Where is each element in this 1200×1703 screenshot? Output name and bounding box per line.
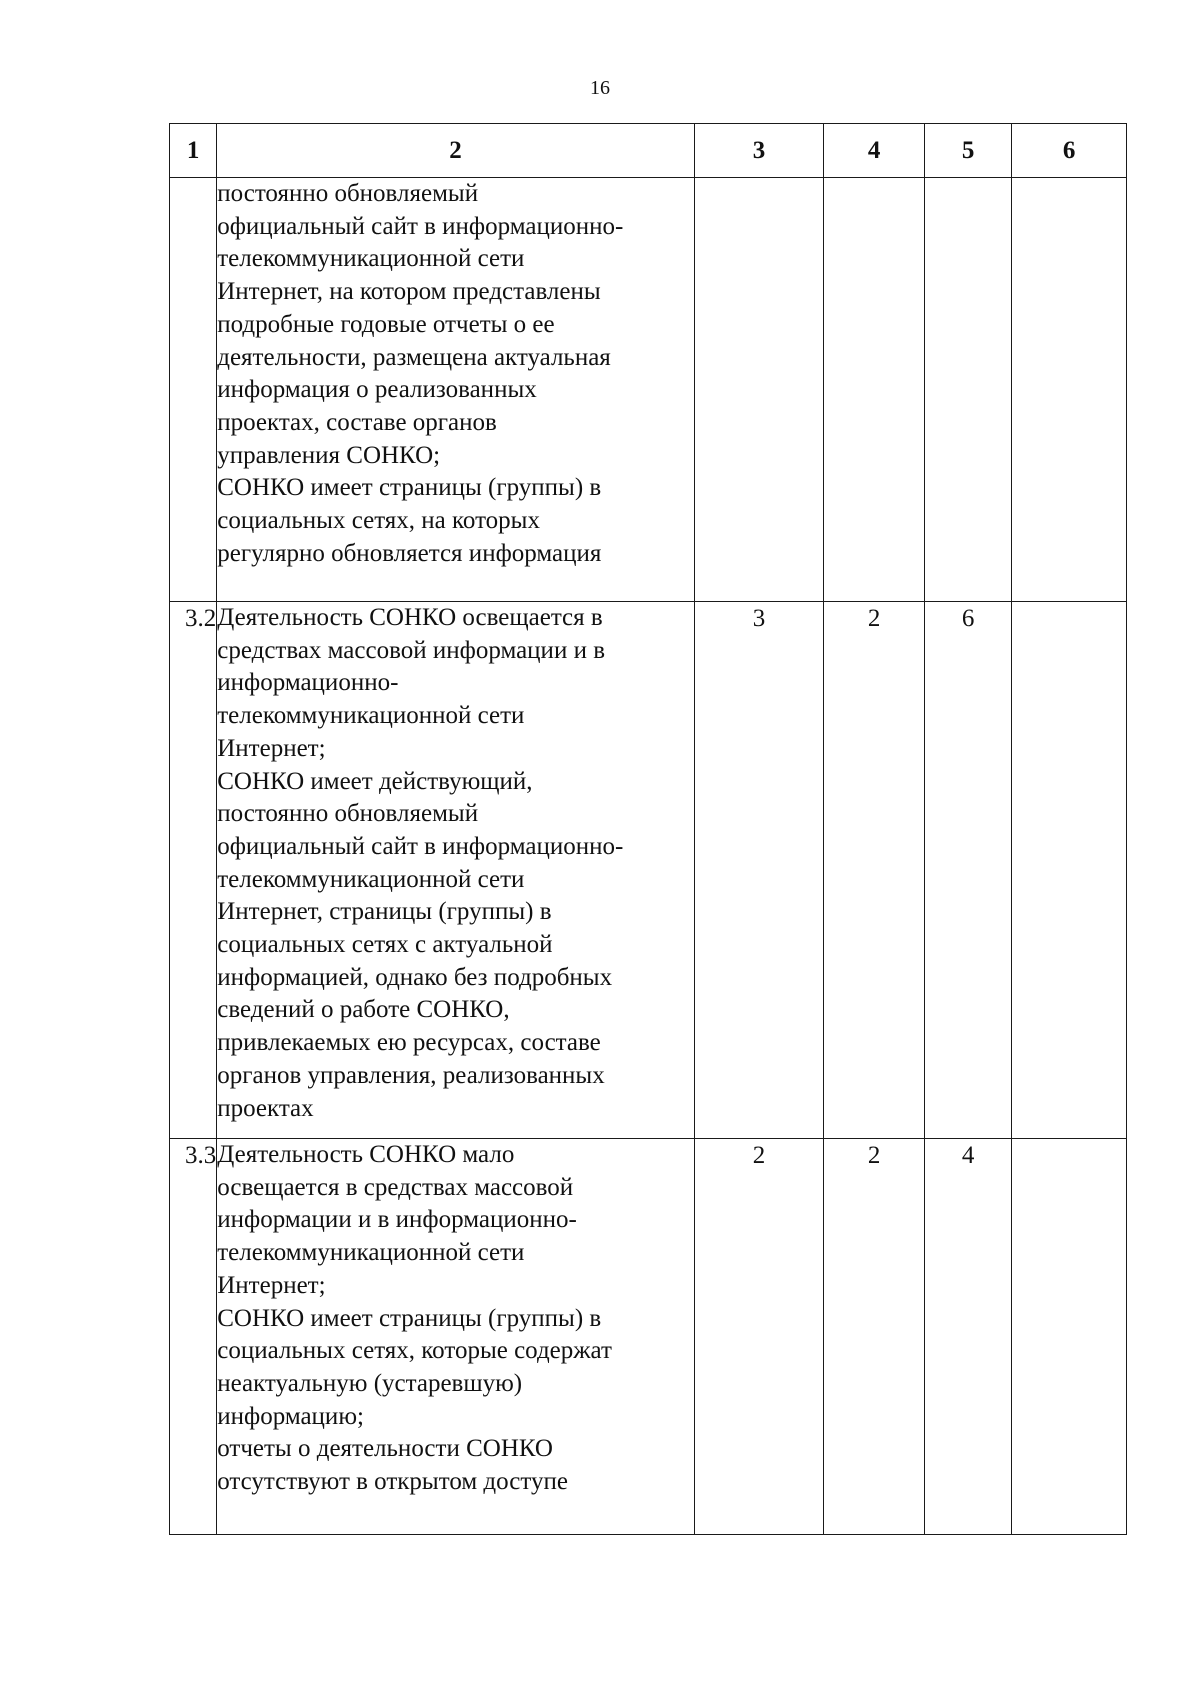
description-line: подробные годовые отчеты о ее <box>217 310 555 338</box>
row-col-4: 2 <box>824 1139 925 1535</box>
criteria-table <box>169 123 1127 1535</box>
row-col-5 <box>924 178 1011 602</box>
description-line: неактуальную (устаревшую) <box>217 1369 523 1397</box>
description-line: постоянно обновляемый <box>217 800 479 828</box>
row-col-6 <box>1012 602 1127 1139</box>
description-line: сведений о работе СОНКО, <box>217 996 510 1024</box>
row-col-4 <box>824 178 925 602</box>
row-col-6 <box>1012 1139 1127 1535</box>
description-line: Интернет; <box>217 1271 326 1299</box>
table-header-row <box>170 124 1127 178</box>
row-col-4: 2 <box>824 602 925 1139</box>
row-description <box>217 178 694 602</box>
description-line: социальных сетях, на которых <box>217 507 540 535</box>
row-col-3 <box>694 178 824 602</box>
description-line: проектах, составе органов <box>217 408 497 436</box>
header-col-3: 3 <box>694 124 824 178</box>
description-line: информационно- <box>217 669 399 697</box>
description-line: информации и в информационно- <box>217 1206 577 1234</box>
page-number: 16 <box>590 77 610 99</box>
row-col-5: 4 <box>924 1139 1011 1535</box>
description-line: информацию; <box>217 1402 364 1430</box>
row-col-3: 3 <box>694 602 824 1139</box>
description-line: органов управления, реализованных <box>217 1061 605 1089</box>
row-number: 3.3 <box>170 1139 217 1535</box>
row-number: 3.2 <box>170 602 217 1139</box>
description-line: Деятельность СОНКО мало <box>217 1141 515 1168</box>
description-line: Интернет, страницы (группы) в <box>217 898 552 926</box>
description-line: управления СОНКО; <box>217 441 441 469</box>
description-line: информацией, однако без подробных <box>217 963 613 991</box>
description-line: телекоммуникационной сети <box>217 865 525 893</box>
description-line: освещается в средствах массовой <box>217 1173 574 1201</box>
row-col-6 <box>1012 178 1127 602</box>
description-line: телекоммуникационной сети <box>217 245 525 273</box>
description-line: регулярно обновляется информация <box>217 539 602 567</box>
table-row <box>170 178 1127 602</box>
description-line: деятельности, размещена актуальная <box>217 343 611 371</box>
description-line: социальных сетях с актуальной <box>217 931 553 959</box>
row-description <box>217 602 694 1139</box>
header-col-5: 5 <box>924 124 1011 178</box>
description-line: социальных сетях, которые содержат <box>217 1337 612 1365</box>
row-col-5: 6 <box>924 602 1011 1139</box>
table-row <box>170 602 1127 1139</box>
description-line: Интернет, на котором представлены <box>217 278 601 306</box>
row-col-3: 2 <box>694 1139 824 1535</box>
description-line: Интернет; <box>217 734 326 762</box>
description-line: официальный сайт в информационно- <box>217 212 624 240</box>
description-line: официальный сайт в информационно- <box>217 832 624 860</box>
header-col-4: 4 <box>824 124 925 178</box>
description-line: телекоммуникационной сети <box>217 1239 525 1267</box>
row-description <box>217 1139 694 1535</box>
description-line: постоянно обновляемый <box>217 180 479 207</box>
description-line: привлекаемых ею ресурсах, составе <box>217 1029 601 1057</box>
description-line: СОНКО имеет страницы (группы) в <box>217 1304 602 1332</box>
header-col-2: 2 <box>217 124 694 178</box>
description-line: СОНКО имеет действующий, <box>217 767 533 795</box>
description-line: проектах <box>217 1094 314 1122</box>
description-line: отсутствуют в открытом доступе <box>217 1468 568 1496</box>
description-line: телекоммуникационной сети <box>217 702 525 730</box>
row-number <box>170 178 217 602</box>
header-col-6: 6 <box>1012 124 1127 178</box>
table-row <box>170 1139 1127 1535</box>
header-col-1: 1 <box>170 124 217 178</box>
description-line: СОНКО имеет страницы (группы) в <box>217 474 602 502</box>
description-line: средствах массовой информации и в <box>217 636 606 664</box>
description-line: Деятельность СОНКО освещается в <box>217 604 603 631</box>
description-line: отчеты о деятельности СОНКО <box>217 1435 553 1463</box>
description-line: информация о реализованных <box>217 376 537 404</box>
